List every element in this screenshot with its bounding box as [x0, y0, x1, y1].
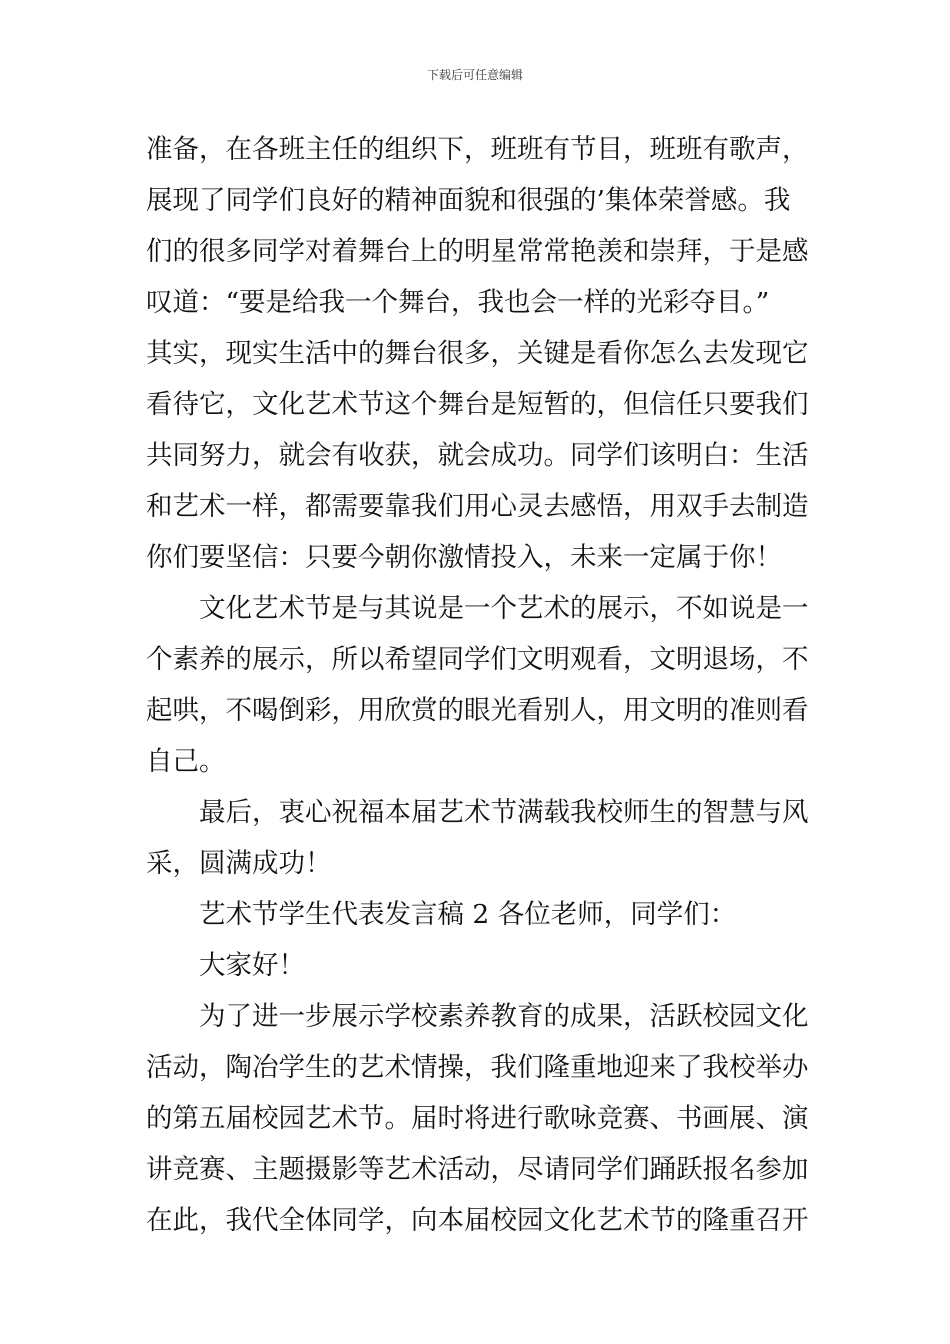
text-line: 你们要坚信：只要今朝你激情投入，未来一定属于你！: [146, 542, 782, 573]
header-note: 下载后可任意编辑: [426, 68, 523, 82]
body-text: [146, 124, 811, 1246]
text-line: 个素养的展示，所以希望同学们文明观看，文明退场，不: [146, 644, 809, 675]
text-line: 采，圆满成功！: [146, 848, 332, 879]
text-line: 准备，在各班主任的组织下，班班有节目，班班有歌声，: [146, 134, 809, 165]
text-line: 起哄，不喝倒彩，用欣赏的眼光看别人，用文明的准则看: [146, 695, 809, 726]
text-line: 文化艺术节是与其说是一个艺术的展示，不如说是一: [199, 593, 809, 624]
text-line: 叹道：“要是给我一个舞台，我也会一样的光彩夺目。”: [146, 287, 770, 318]
text-line: 自己。: [146, 746, 226, 777]
text-line: 最后，衷心祝福本届艺术节满载我校师生的智慧与风: [199, 797, 809, 828]
text-line: 和艺术一样，都需要靠我们用心灵去感悟，用双手去制造: [146, 491, 809, 522]
text-line: 活动，陶冶学生的艺术情操，我们隆重地迎来了我校举办: [146, 1052, 809, 1083]
text-line: 其实，现实生活中的舞台很多，关键是看你怎么去发现它: [146, 338, 809, 369]
text-line: 艺术节学生代表发言稿 2 各位老师，同学们：: [199, 899, 737, 930]
text-line: 的第五届校园艺术节。届时将进行歌咏竞赛、书画展、演: [146, 1103, 809, 1134]
text-line: 们的很多同学对着舞台上的明星常常艳羡和崇拜，于是感: [146, 236, 809, 267]
text-line: 展现了同学们良好的精神面貌和很强的’集体荣誉感。我: [146, 185, 791, 216]
text-line: 讲竞赛、主题摄影等艺术活动，尽请同学们踊跃报名参加: [146, 1154, 809, 1185]
text-line: 共同努力，就会有收获，就会成功。同学们该明白：生活: [146, 440, 809, 471]
text-line: 在此，我代全体同学，向本届校园文化艺术节的隆重召开: [146, 1205, 809, 1236]
text-line: 看待它，文化艺术节这个舞台是短暂的，但信任只要我们: [146, 389, 809, 420]
text-line: 为了进一步展示学校素养教育的成果，活跃校园文化: [199, 1001, 809, 1032]
text-line: 大家好！: [199, 950, 305, 981]
